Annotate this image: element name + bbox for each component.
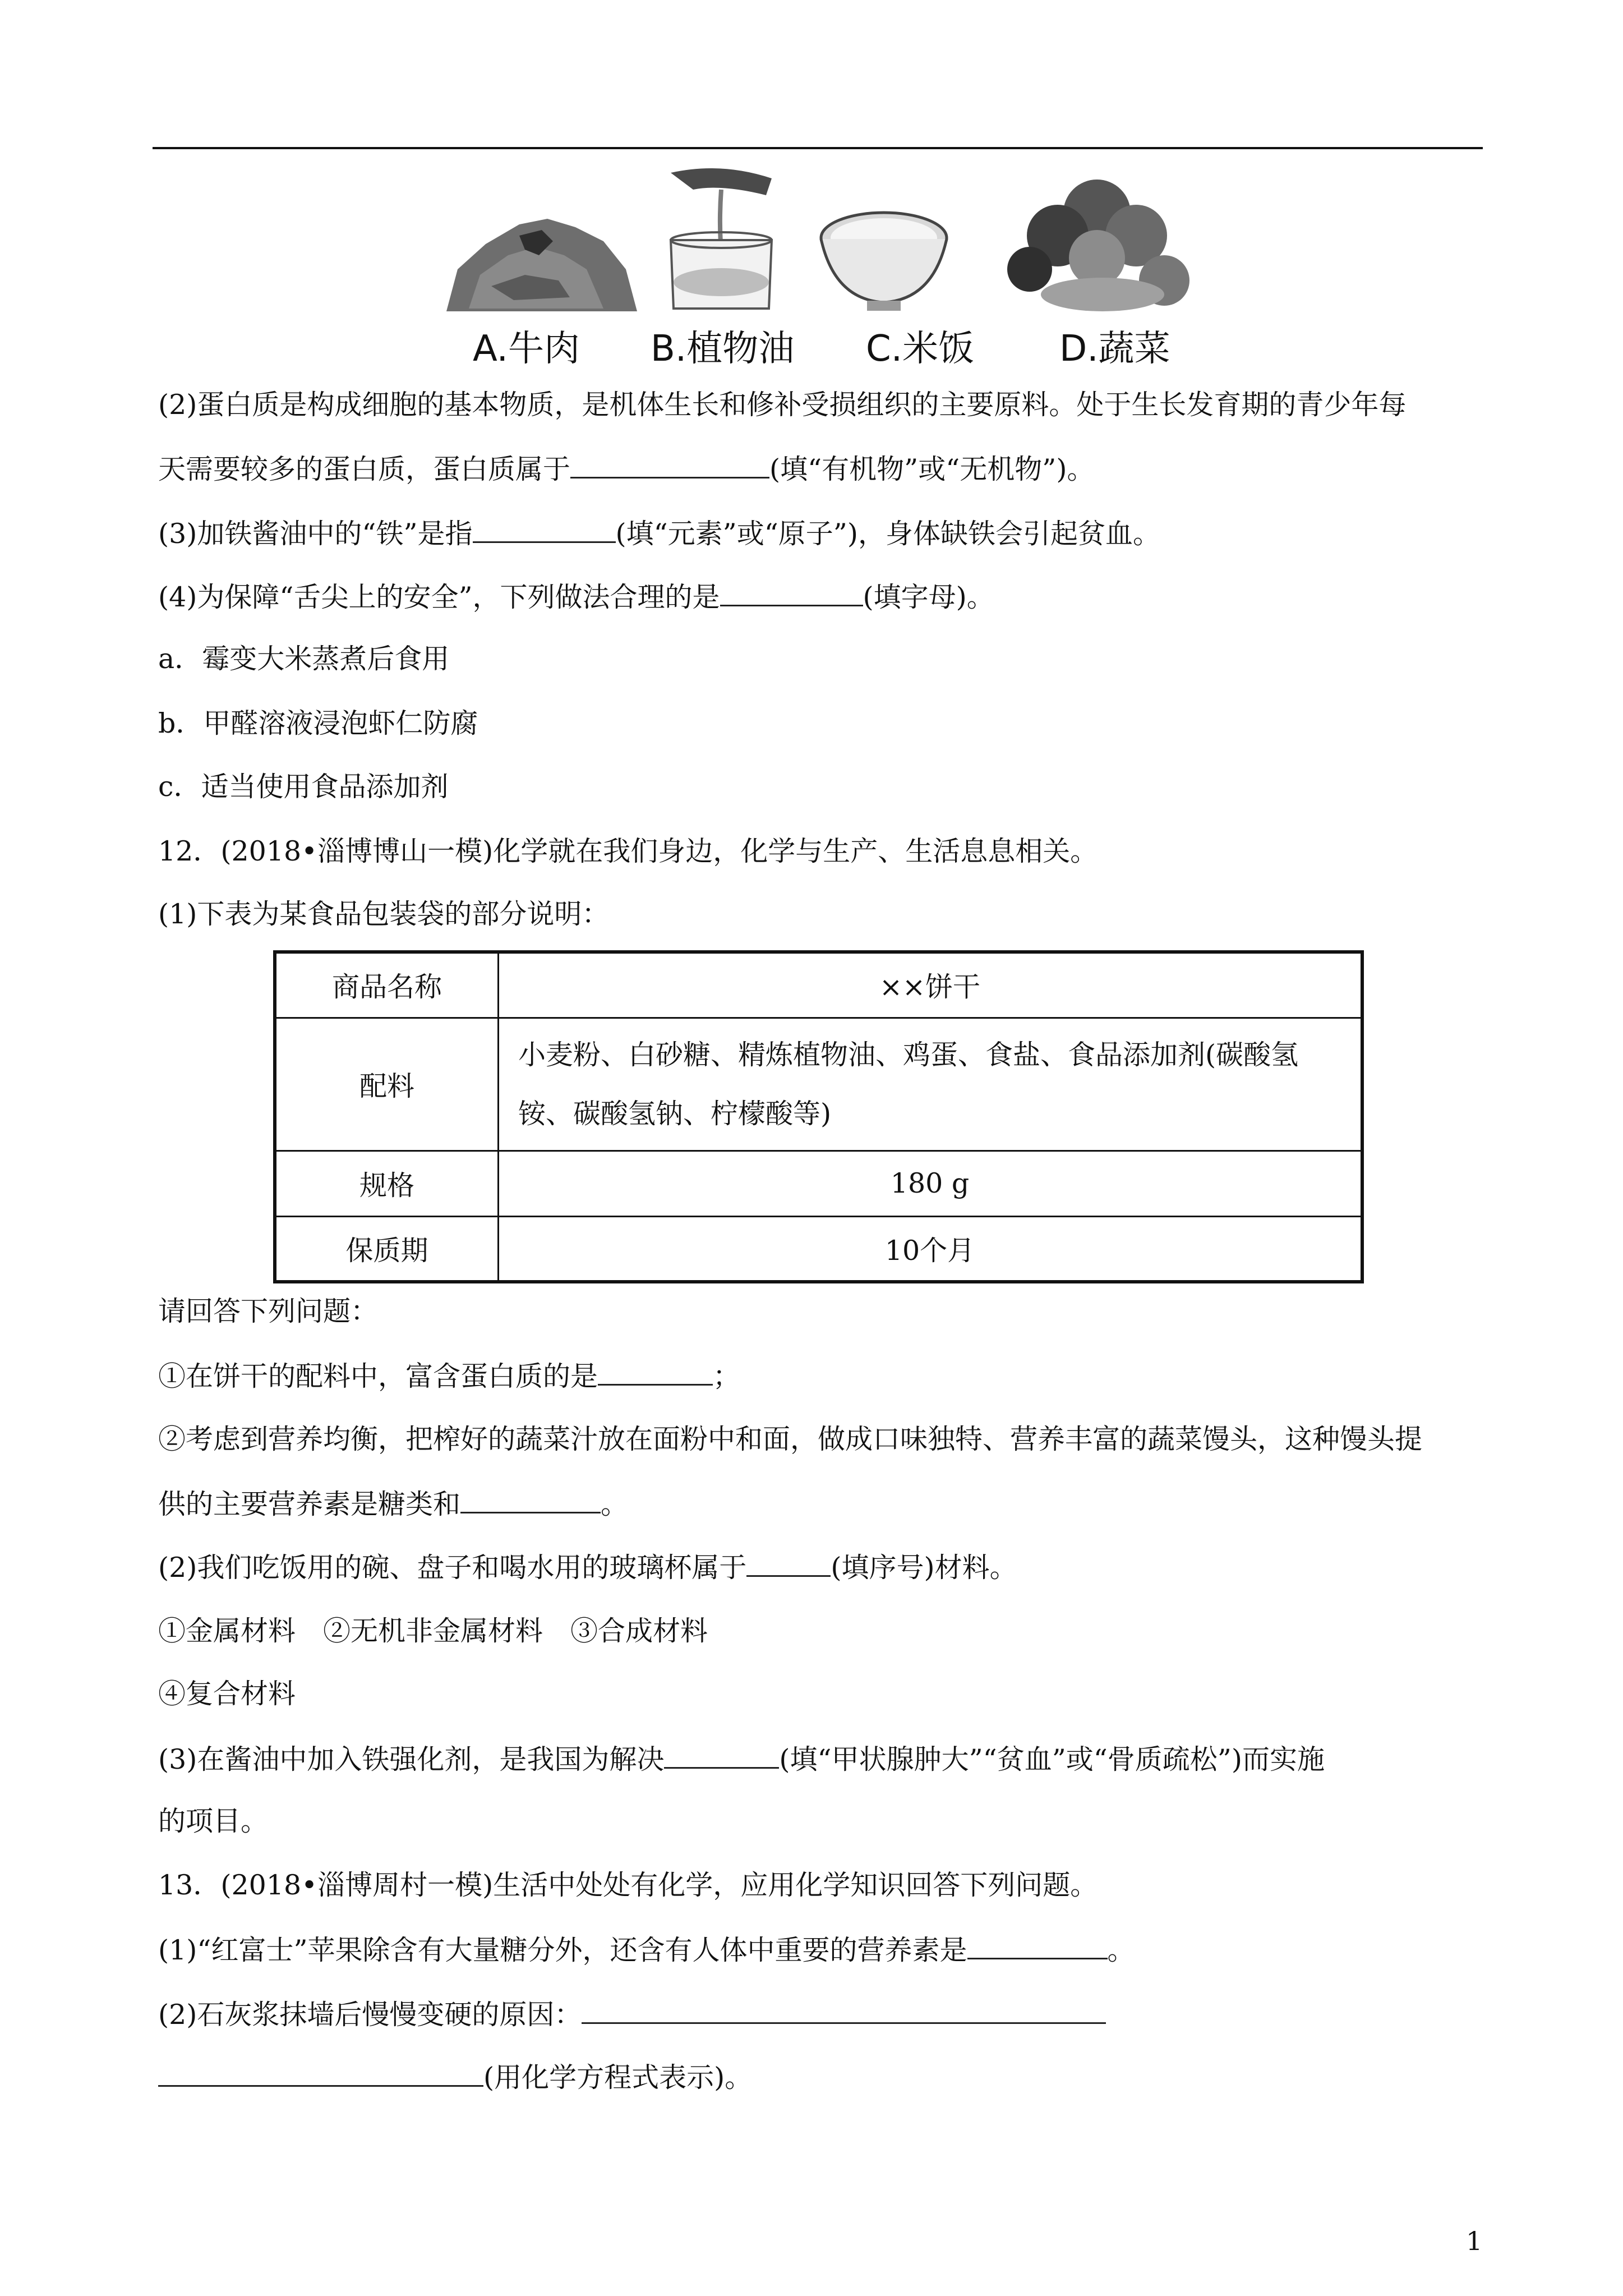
q11-p2-line1: (2)蛋白质是构成细胞的基本物质，是机体生长和修补受损组织的主要原料。处于生长发育期的青少年每 [158,389,1407,421]
ingredients-line2: 铵、碳酸氢钠、柠檬酸等) [518,1097,832,1130]
table-key: 保质期 [275,1216,499,1282]
answer-blank[interactable] [158,2063,483,2087]
q13-p1 [158,1935,1135,1964]
answer-blank[interactable] [473,519,616,543]
q11-p4 [158,582,994,611]
answer-blank[interactable] [720,582,863,606]
table-key: 规格 [275,1151,499,1216]
q11-p4-hint: (填字母)。 [863,581,994,613]
q13-title: 13．(2018•淄博周村一模)生活中处处有化学，应用化学知识回答下列问题。 [158,1869,1098,1901]
page-number: 1 [1466,2226,1483,2256]
table-row [275,1151,1362,1216]
table-row [275,1216,1362,1282]
answer-blank[interactable] [570,454,769,478]
answer-blank[interactable] [967,1935,1108,1959]
q12-p3-line2: 的项目。 [158,1805,269,1837]
q13-p2-line2 [158,2063,752,2091]
answer-blank[interactable] [664,1745,779,1769]
q11-p3 [158,518,1160,550]
answer-blank[interactable] [582,2000,1106,2024]
table-key: 商品名称 [275,952,499,1018]
q12-s2-line2 [158,1489,628,1518]
vegetables-image [996,168,1197,314]
q11-option-b: b．甲醛溶液浸泡虾仁防腐 [158,707,478,739]
table-value: 10个月 [499,1216,1363,1282]
q13-p2 [158,1999,1106,2031]
table-row [275,1018,1362,1151]
q12-s2-text: 供的主要营养素是糖类和 [158,1488,461,1520]
table-value [499,1018,1363,1151]
q12-p2 [158,1552,1017,1584]
option-c-label: C.米饭 [866,328,975,370]
q12-s1-text: ①在饼干的配料中，富含蛋白质的是 [158,1360,598,1392]
q11-p3-hint: (填“元素”或“原子”)，身体缺铁会引起贫血。 [615,518,1160,550]
answer-blank[interactable] [598,1361,713,1386]
food-label-table [273,950,1364,1283]
q11-option-c: c．适当使用食品添加剂 [158,771,449,803]
vegetable-oil-image [660,162,783,314]
table-row [275,952,1362,1018]
q12-s2-end: 。 [601,1488,629,1520]
q11-option-a: a．霉变大米蒸煮后食用 [158,643,450,675]
table-value: 180 g [499,1151,1363,1216]
q13-p1-end: 。 [1107,1934,1135,1966]
rice-bowl-image [818,204,950,314]
header-rule [153,147,1483,149]
q13-p1-text: (1)“红富士”苹果除含有大量糖分外，还含有人体中重要的营养素是 [158,1934,967,1966]
q11-p4-text: (4)为保障“舌尖上的安全”，下列做法合理的是 [158,581,720,613]
option-d-label: D.蔬菜 [1059,328,1170,370]
answer-blank[interactable] [746,1553,831,1577]
q12-p3-hint: (填“甲状腺肿大”“贫血”或“骨质疏松”)而实施 [779,1743,1325,1775]
q11-p2-line2 [158,454,1094,483]
q12-s1-end: ； [713,1360,741,1392]
q12-p2-text: (2)我们吃饭用的碗、盘子和喝水用的玻璃杯属于 [158,1552,747,1584]
option-b-label: B.植物油 [651,328,795,370]
q12-p3-text: (3)在酱油中加入铁强化剂，是我国为解决 [158,1743,665,1775]
q12-p1: (1)下表为某食品包装袋的部分说明： [158,898,610,930]
q11-p2-hint: (填“有机物”或“无机物”)。 [769,453,1095,485]
beef-image [435,202,640,314]
ingredients-line1: 小麦粉、白砂糖、精炼植物油、鸡蛋、食盐、食品添加剂(碳酸氢 [518,1038,1299,1071]
q13-p2-text: (2)石灰浆抹墙后慢慢变硬的原因： [158,1999,582,2031]
table-key: 配料 [275,1018,499,1151]
q12-ask: 请回答下列问题： [158,1295,379,1327]
answer-blank[interactable] [460,1489,601,1513]
q12-s1 [158,1361,740,1390]
table-value: ××饼干 [499,952,1363,1018]
q12-p2-hint: (填序号)材料。 [831,1552,1017,1584]
q12-materials-line1: ①金属材料 ②无机非金属材料 ③合成材料 [158,1615,708,1647]
option-a-label: A.牛肉 [473,328,580,370]
q11-p2-text: 天需要较多的蛋白质，蛋白质属于 [158,453,571,485]
q11-p3-text: (3)加铁酱油中的“铁”是指 [158,518,473,550]
q12-p3 [158,1745,1325,1773]
q13-p2-hint: (用化学方程式表示)。 [483,2062,753,2093]
q12-materials-line2: ④复合材料 [158,1678,296,1710]
q12-title: 12．(2018•淄博博山一模)化学就在我们身边，化学与生产、生活息息相关。 [158,835,1098,867]
q12-s2-line1: ②考虑到营养均衡，把榨好的蔬菜汁放在面粉中和面，做成口味独特、营养丰富的蔬菜馒头，这种馒头提 [158,1423,1423,1455]
